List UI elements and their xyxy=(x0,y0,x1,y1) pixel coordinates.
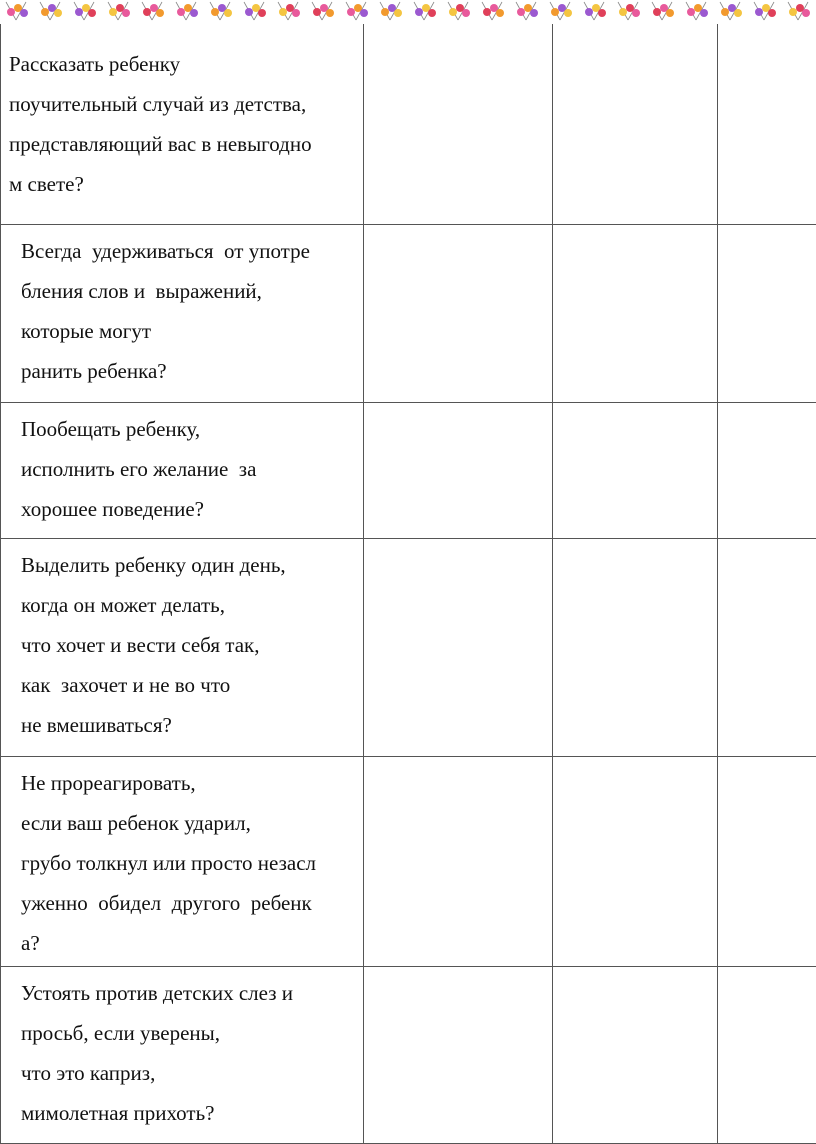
question-text-line: мимолетная прихоть? xyxy=(21,1093,363,1133)
question-text-line: исполнить его желание за xyxy=(21,449,363,489)
question-cell xyxy=(1,538,364,756)
balloon-icon xyxy=(74,2,96,20)
balloon-icon xyxy=(414,2,436,20)
table-row xyxy=(1,402,816,538)
question-text-line: что это каприз, xyxy=(21,1053,363,1093)
question-text-line: Не прореагировать, xyxy=(21,763,363,803)
question-text-line: просьб, если уверены, xyxy=(21,1013,363,1053)
question-text-line: Рассказать ребенку xyxy=(9,44,363,84)
answer-cell[interactable] xyxy=(718,224,816,402)
balloon-garland-icon xyxy=(0,0,816,24)
question-text-line: грубо толкнул или просто незасл xyxy=(21,843,363,883)
balloon-icon xyxy=(448,2,470,20)
answer-cell[interactable] xyxy=(553,966,718,1143)
question-text-line: которые могут xyxy=(21,311,363,351)
question-text-line: что хочет и вести себя так, xyxy=(21,625,363,665)
balloon-icon xyxy=(550,2,572,20)
question-text-line: как захочет и не во что xyxy=(21,665,363,705)
question-text-line: поучительный случай из детства, xyxy=(9,84,363,124)
answer-cell[interactable] xyxy=(718,538,816,756)
question-text-line: когда он может делать, xyxy=(21,585,363,625)
question-cell xyxy=(1,756,364,966)
answer-cell[interactable] xyxy=(364,402,553,538)
answer-cell[interactable] xyxy=(364,538,553,756)
answer-cell[interactable] xyxy=(718,402,816,538)
answer-cell[interactable] xyxy=(553,224,718,402)
answer-cell[interactable] xyxy=(718,24,816,224)
question-cell xyxy=(1,402,364,538)
answer-cell[interactable] xyxy=(364,24,553,224)
balloon-icon xyxy=(278,2,300,20)
balloon-icon xyxy=(788,2,810,20)
question-text-line: бления слов и выражений, xyxy=(21,271,363,311)
balloon-icon xyxy=(652,2,674,20)
question-text-line: уженно обидел другого ребенк xyxy=(21,883,363,923)
question-cell xyxy=(1,224,364,402)
balloon-icon xyxy=(176,2,198,20)
balloon-icon xyxy=(516,2,538,20)
balloon-icon xyxy=(142,2,164,20)
answer-cell[interactable] xyxy=(553,756,718,966)
question-text-line: Устоять против детских слез и xyxy=(21,973,363,1013)
answer-cell[interactable] xyxy=(553,402,718,538)
question-text-line: ранить ребенка? xyxy=(21,351,363,391)
question-text-line: хорошее поведение? xyxy=(21,489,363,529)
balloon-icon xyxy=(6,2,28,20)
balloon-icon xyxy=(720,2,742,20)
balloon-icon xyxy=(108,2,130,20)
questionnaire-table xyxy=(0,24,816,1144)
question-text-line: Выделить ребенку один день, xyxy=(21,545,363,585)
question-cell xyxy=(1,966,364,1143)
answer-cell[interactable] xyxy=(718,756,816,966)
answer-cell[interactable] xyxy=(364,224,553,402)
balloon-icon xyxy=(380,2,402,20)
answer-cell[interactable] xyxy=(364,966,553,1143)
question-text-line: м свете? xyxy=(9,164,363,204)
table-row xyxy=(1,224,816,402)
question-text-line: не вмешиваться? xyxy=(21,705,363,745)
question-text-line: Пообещать ребенку, xyxy=(21,409,363,449)
balloon-border-decoration xyxy=(0,0,816,24)
answer-cell[interactable] xyxy=(553,538,718,756)
balloon-icon xyxy=(754,2,776,20)
balloon-icon xyxy=(482,2,504,20)
answer-cell[interactable] xyxy=(553,24,718,224)
balloon-icon xyxy=(346,2,368,20)
table-row xyxy=(1,24,816,224)
balloon-icon xyxy=(312,2,334,20)
question-text-line: а? xyxy=(21,923,363,963)
balloon-icon xyxy=(40,2,62,20)
balloon-icon xyxy=(210,2,232,20)
balloon-icon xyxy=(686,2,708,20)
balloon-icon xyxy=(618,2,640,20)
question-text-line: если ваш ребенок ударил, xyxy=(21,803,363,843)
question-cell xyxy=(1,24,364,224)
answer-cell[interactable] xyxy=(364,756,553,966)
table-row xyxy=(1,966,816,1143)
table-row xyxy=(1,756,816,966)
answer-cell[interactable] xyxy=(718,966,816,1143)
table-row xyxy=(1,538,816,756)
question-text-line: Всегда удерживаться от употре xyxy=(21,231,363,271)
balloon-icon xyxy=(584,2,606,20)
balloon-icon xyxy=(244,2,266,20)
question-text-line: представляющий вас в невыгодно xyxy=(9,124,363,164)
